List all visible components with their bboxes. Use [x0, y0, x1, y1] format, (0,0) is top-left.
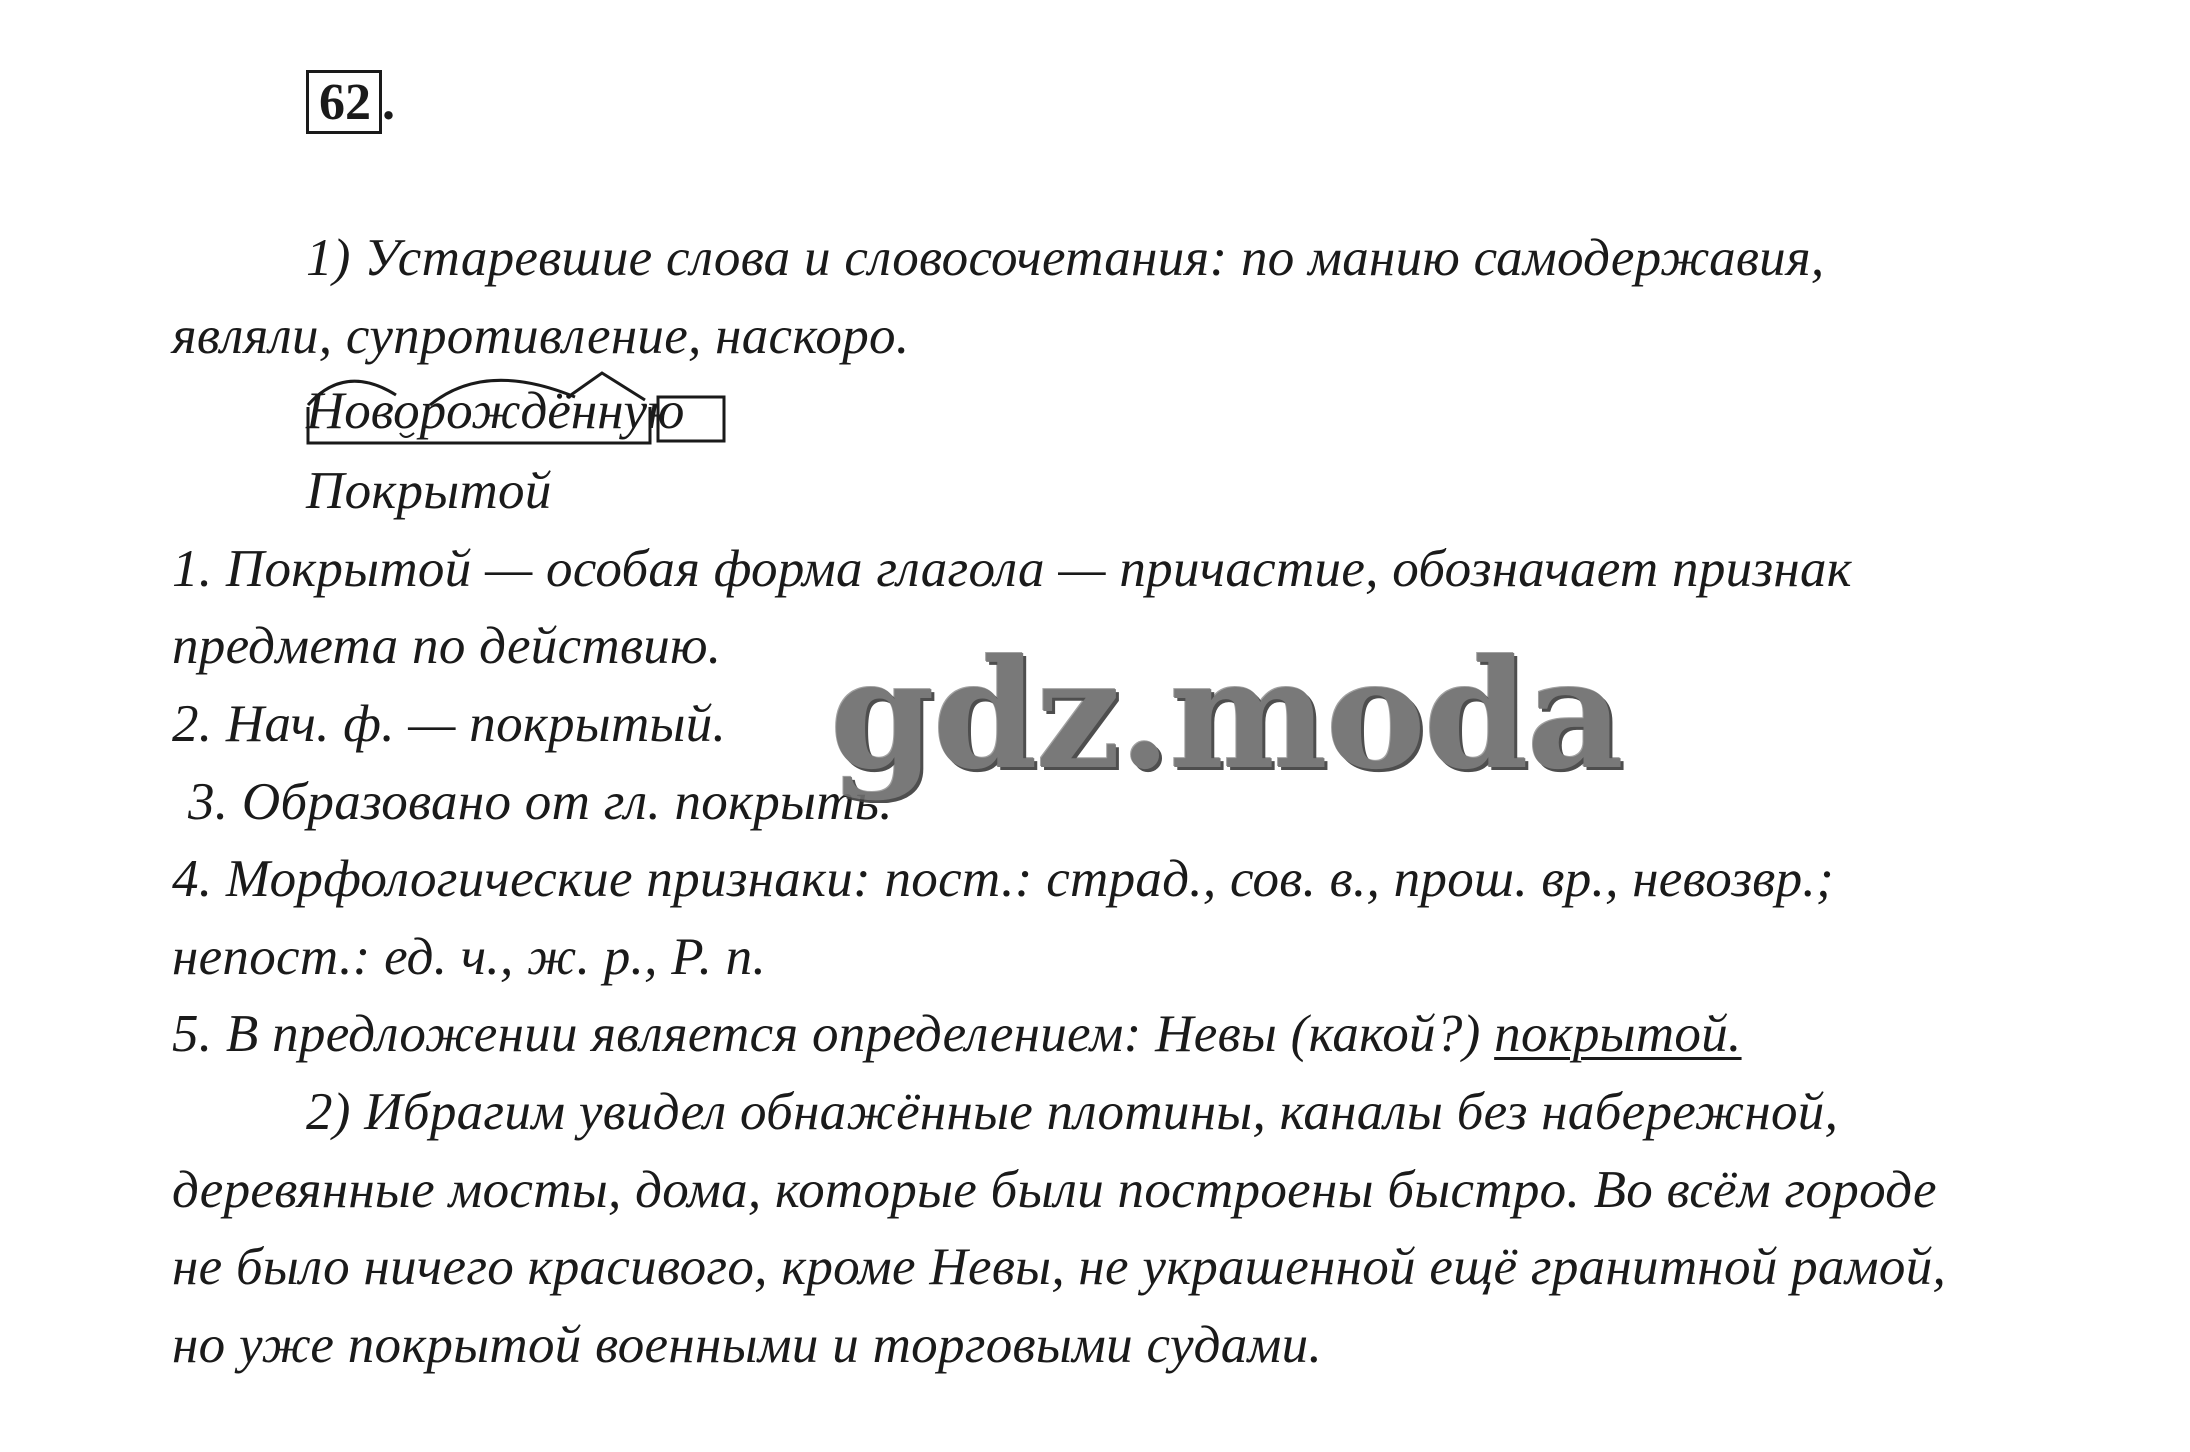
text-line-10 — [172, 1005, 1742, 1063]
task-number — [306, 70, 395, 134]
text-line-12: деревянные мосты, дома, которые были построены быстро. Во всём городе — [172, 1161, 1937, 1219]
text-line-4: 1. Покрытой — особая форма глагола — причастие, обозначает признак — [172, 540, 1852, 598]
watermark: gdz.moda — [830, 627, 1623, 803]
suffix-mark — [568, 373, 645, 400]
stem-dash — [400, 433, 414, 437]
text-line-14: но уже покрытой военными и торговыми судами. — [172, 1316, 1323, 1374]
text-line-9: непост.: ед. ч., ж. р., Р. п. — [172, 928, 767, 986]
text-line-11: 2) Ибрагим увидел обнажённые плотины, каналы без набережной, — [306, 1083, 1839, 1141]
morpheme-marks — [300, 365, 740, 455]
text-line-2: являли, супротивление, наскоро. — [172, 307, 910, 365]
text-line-13: не было ничего красивого, кроме Невы, не украшенной ещё гранитной рамой, — [172, 1238, 1947, 1296]
underlined-word: покрытой. — [1494, 1005, 1742, 1063]
stem-frame — [308, 407, 650, 443]
text-line-8: 4. Морфологические признаки: пост.: страд., сов. в., прош. вр., невозвр.; — [172, 850, 1834, 908]
root-arc-2 — [430, 380, 575, 405]
root-arc-1 — [308, 381, 396, 405]
task-number-value: 62 — [319, 74, 371, 131]
text-line-7: 3. Образовано от гл. покрыть. — [188, 773, 893, 831]
ending-box — [658, 397, 724, 441]
morpheme-ending: ую — [623, 382, 685, 440]
morpheme-marks-svg — [300, 365, 740, 455]
text-line-1: 1) Устаревшие слова и словосочетания: по манию самодержавия, — [306, 229, 1825, 287]
morpheme-stem: Новорождённ — [306, 382, 624, 440]
text-line-3: Покрытой — [306, 462, 552, 520]
text-line-10-main: 5. В предложении является определением: Невы (какой?) — [172, 1005, 1495, 1063]
text-line-6: 2. Нач. ф. — покрытый. — [172, 695, 727, 753]
text-line-5: предмета по действию. — [172, 617, 722, 675]
task-number-suffix: . — [382, 74, 395, 131]
